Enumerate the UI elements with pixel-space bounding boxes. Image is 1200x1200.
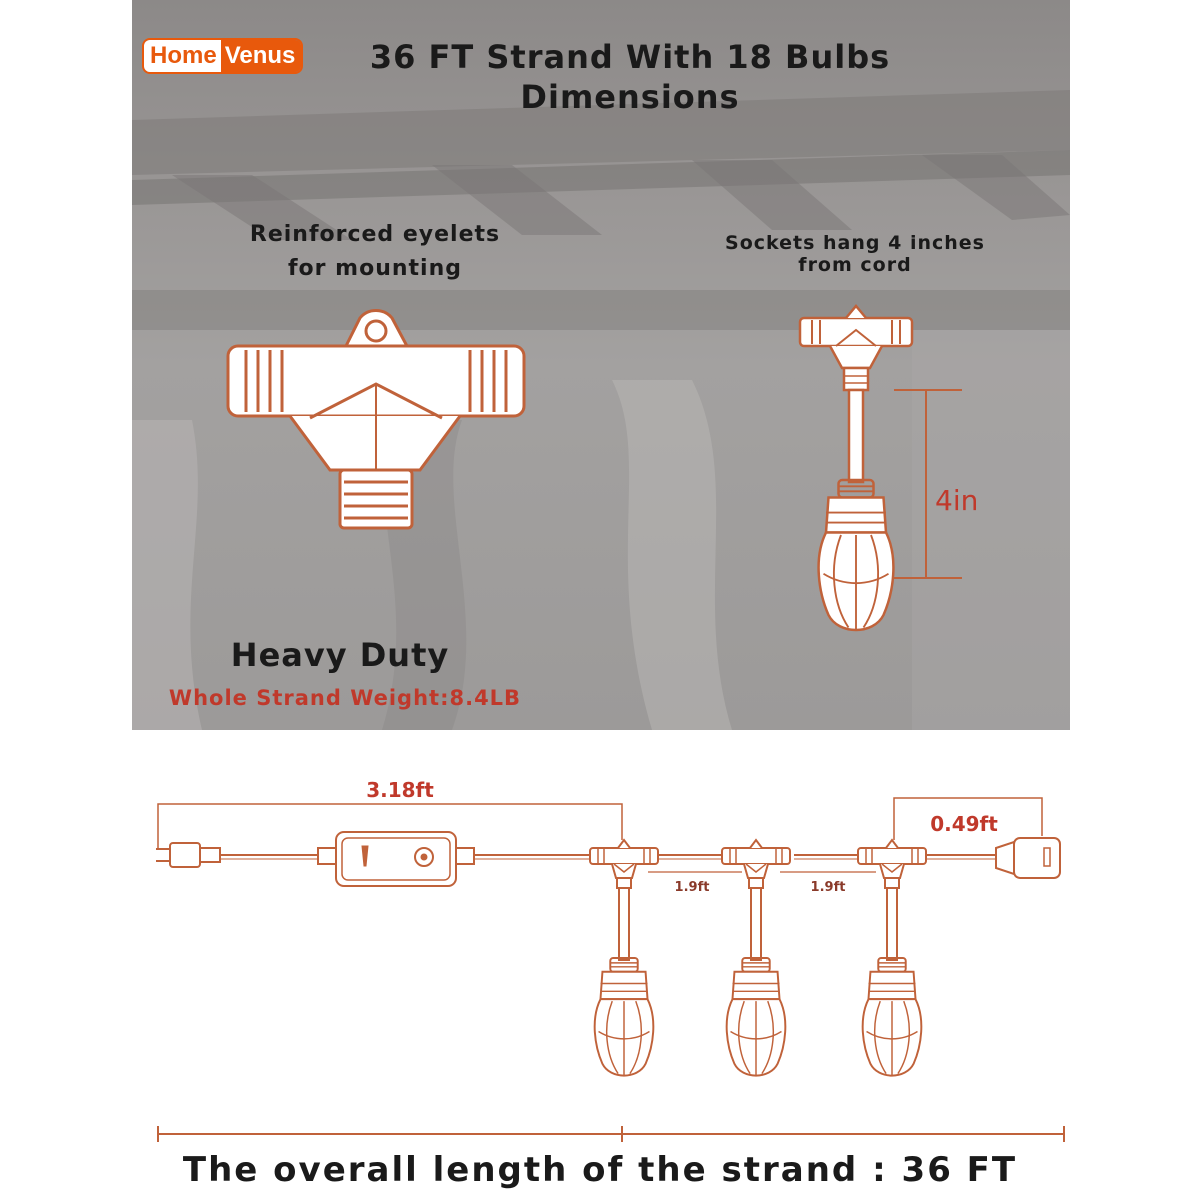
- strand-socket-2: [722, 840, 790, 1076]
- logo-venus-text: Venus: [221, 40, 302, 72]
- strand-weight-label: Whole Strand Weight:8.4LB: [168, 686, 522, 710]
- logo-home-text: Home: [144, 40, 221, 72]
- heavy-duty-title: Heavy Duty: [230, 636, 450, 674]
- overall-length-bar: [158, 1126, 1064, 1142]
- eyelet-connector-illustration: [228, 311, 524, 529]
- eyelet-label-line2: for mounting: [287, 256, 463, 281]
- lead-length-label: 3.18ft: [366, 778, 434, 802]
- hanging-socket-illustration: [800, 306, 912, 630]
- sockets-label-line2: from cord: [798, 254, 912, 276]
- spacing-label-2: 1.9ft: [810, 880, 846, 895]
- strand-socket-3: [858, 840, 926, 1076]
- plug-end: [156, 843, 220, 867]
- spacing-label-1: 1.9ft: [674, 880, 710, 895]
- female-end-connector: [996, 838, 1060, 878]
- strand-socket-1: [590, 840, 658, 1076]
- page-title: 36 FT Strand With 18 Bulbs: [369, 38, 891, 76]
- four-inch-label: 4in: [935, 484, 979, 517]
- controller-box: [318, 832, 474, 886]
- page-subtitle: Dimensions: [520, 78, 740, 116]
- eyelet-label-line1: Reinforced eyelets: [249, 222, 501, 247]
- overall-length-caption: The overall length of the strand : 36 FT: [182, 1150, 1018, 1190]
- sockets-label-line1: Sockets hang 4 inches: [725, 232, 985, 254]
- end-length-label: 0.49ft: [930, 812, 998, 836]
